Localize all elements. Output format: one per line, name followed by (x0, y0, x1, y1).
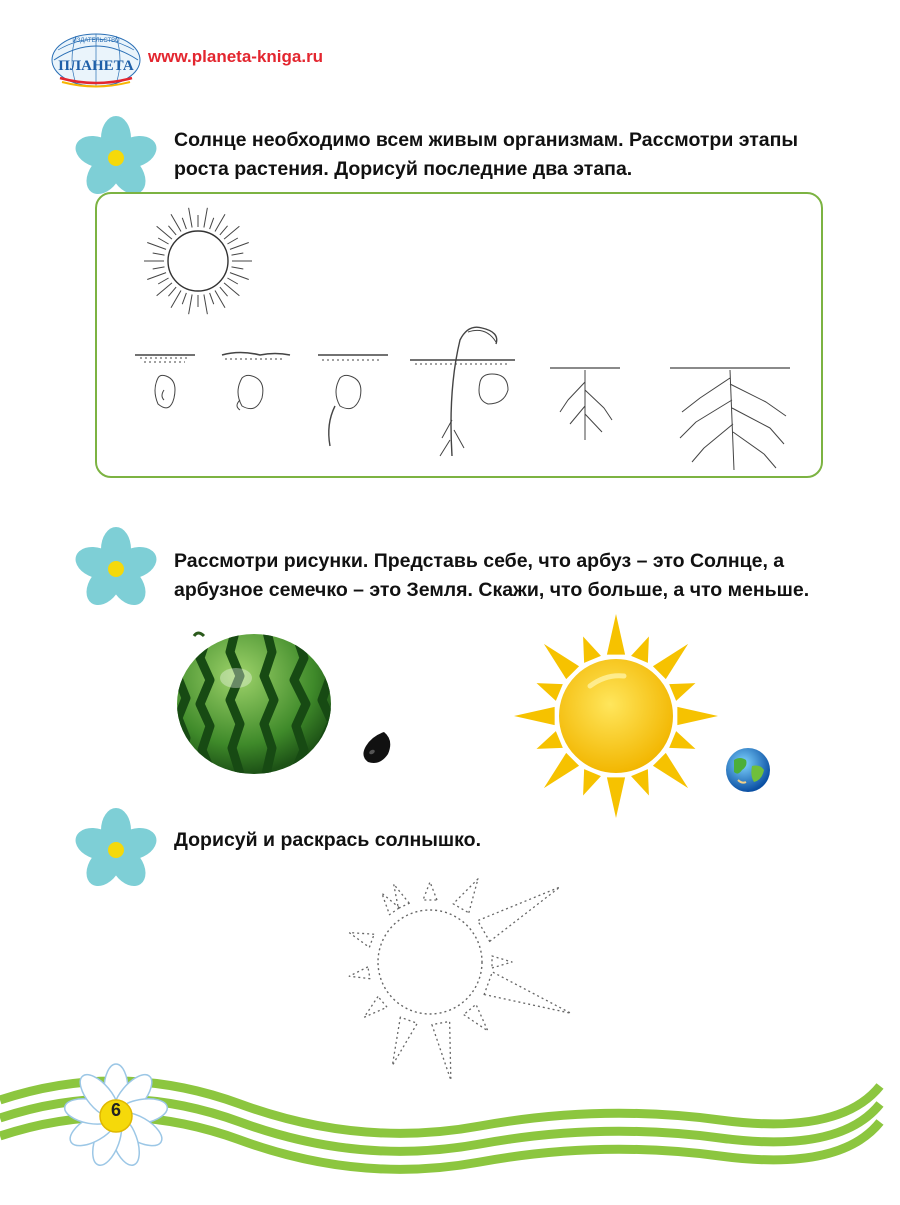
sun-outline-icon (138, 205, 258, 317)
watermelon-icon (174, 628, 336, 776)
dotted-ray (364, 996, 387, 1017)
earth-image (724, 746, 772, 799)
sun-ray (544, 644, 579, 679)
svg-text:ИЗДАТЕЛЬСТВО: ИЗДАТЕЛЬСТВО (72, 38, 120, 44)
page-number: 6 (110, 1100, 121, 1120)
stage-5-roots (550, 368, 620, 440)
sun-ray (514, 707, 555, 725)
seed-icon (360, 730, 394, 766)
task-1-line-1: Солнце необходимо всем живым организмам. Рассмотри этапы (174, 129, 799, 151)
dotted-ray (484, 972, 571, 1013)
sun-ray (631, 769, 649, 795)
sun-ray (669, 683, 695, 701)
sun-image (510, 612, 722, 825)
task-1-instruction (174, 126, 824, 184)
sun-ray (537, 683, 563, 701)
sun-ray (583, 637, 601, 663)
dotted-ray (382, 893, 400, 914)
stage-3-sprout (318, 355, 388, 446)
sun-ray (653, 753, 688, 788)
globe-earth-icon (724, 746, 772, 794)
growth-stages (130, 320, 810, 480)
page-number-daisy (56, 1060, 176, 1175)
dotted-ray (349, 933, 374, 948)
dotted-sun-tracing[interactable] (330, 862, 650, 1092)
stage-1-seed (135, 355, 195, 408)
dotted-ray (492, 956, 512, 968)
dotted-ray (478, 887, 560, 941)
sun-ray (631, 637, 649, 663)
task-2-line-1: Рассмотри рисунки. Представь себе, что арбуз – это Солнце, а (174, 550, 785, 572)
sun-ray (669, 731, 695, 749)
task-2-line-2: арбузное семечко – это Земля. Скажи, что больше, а что меньше. (174, 579, 810, 601)
dotted-ray (349, 967, 370, 979)
globe-logo-icon (50, 28, 142, 88)
task-3-instruction (174, 826, 824, 855)
stage-6-root-system (670, 368, 790, 470)
dotted-ray (392, 1017, 417, 1065)
stage-4-seedling (410, 327, 515, 456)
task-2-instruction (174, 547, 824, 605)
sun-ray (544, 753, 579, 788)
plant-stages-illustration (130, 320, 810, 480)
dotted-ray (464, 1004, 488, 1031)
publisher-logo[interactable] (50, 28, 142, 88)
watermelon-seed-image (360, 730, 394, 771)
svg-text:ПЛАНЕТА: ПЛАНЕТА (58, 58, 134, 74)
sun-ray (653, 644, 688, 679)
sun-ray (677, 707, 718, 725)
watermelon-image (174, 628, 336, 781)
dotted-ray (423, 882, 437, 900)
site-url-link[interactable]: www.planeta-kniga.ru (148, 47, 324, 66)
task-2-marker (74, 527, 158, 612)
task-3-line-1: Дорисуй и раскрась солнышко. (174, 829, 481, 851)
task-1-marker (74, 116, 158, 201)
sun-ray (607, 777, 625, 818)
sun-ray (583, 769, 601, 795)
flower-icon (74, 116, 158, 196)
sun-ray (537, 731, 563, 749)
stage-2-seed-root (222, 353, 290, 411)
dotted-ray (394, 884, 410, 908)
dotted-ray (453, 879, 478, 913)
flower-icon (74, 527, 158, 607)
task-1-line-2: роста растения. Дорисуй последние два этапа. (174, 158, 633, 180)
sun-ray (607, 614, 625, 655)
sun-icon (510, 612, 722, 820)
task-3-marker (74, 808, 158, 893)
outline-sun (138, 205, 258, 322)
flower-icon (74, 808, 158, 888)
dotted-sun-outline (330, 862, 650, 1087)
